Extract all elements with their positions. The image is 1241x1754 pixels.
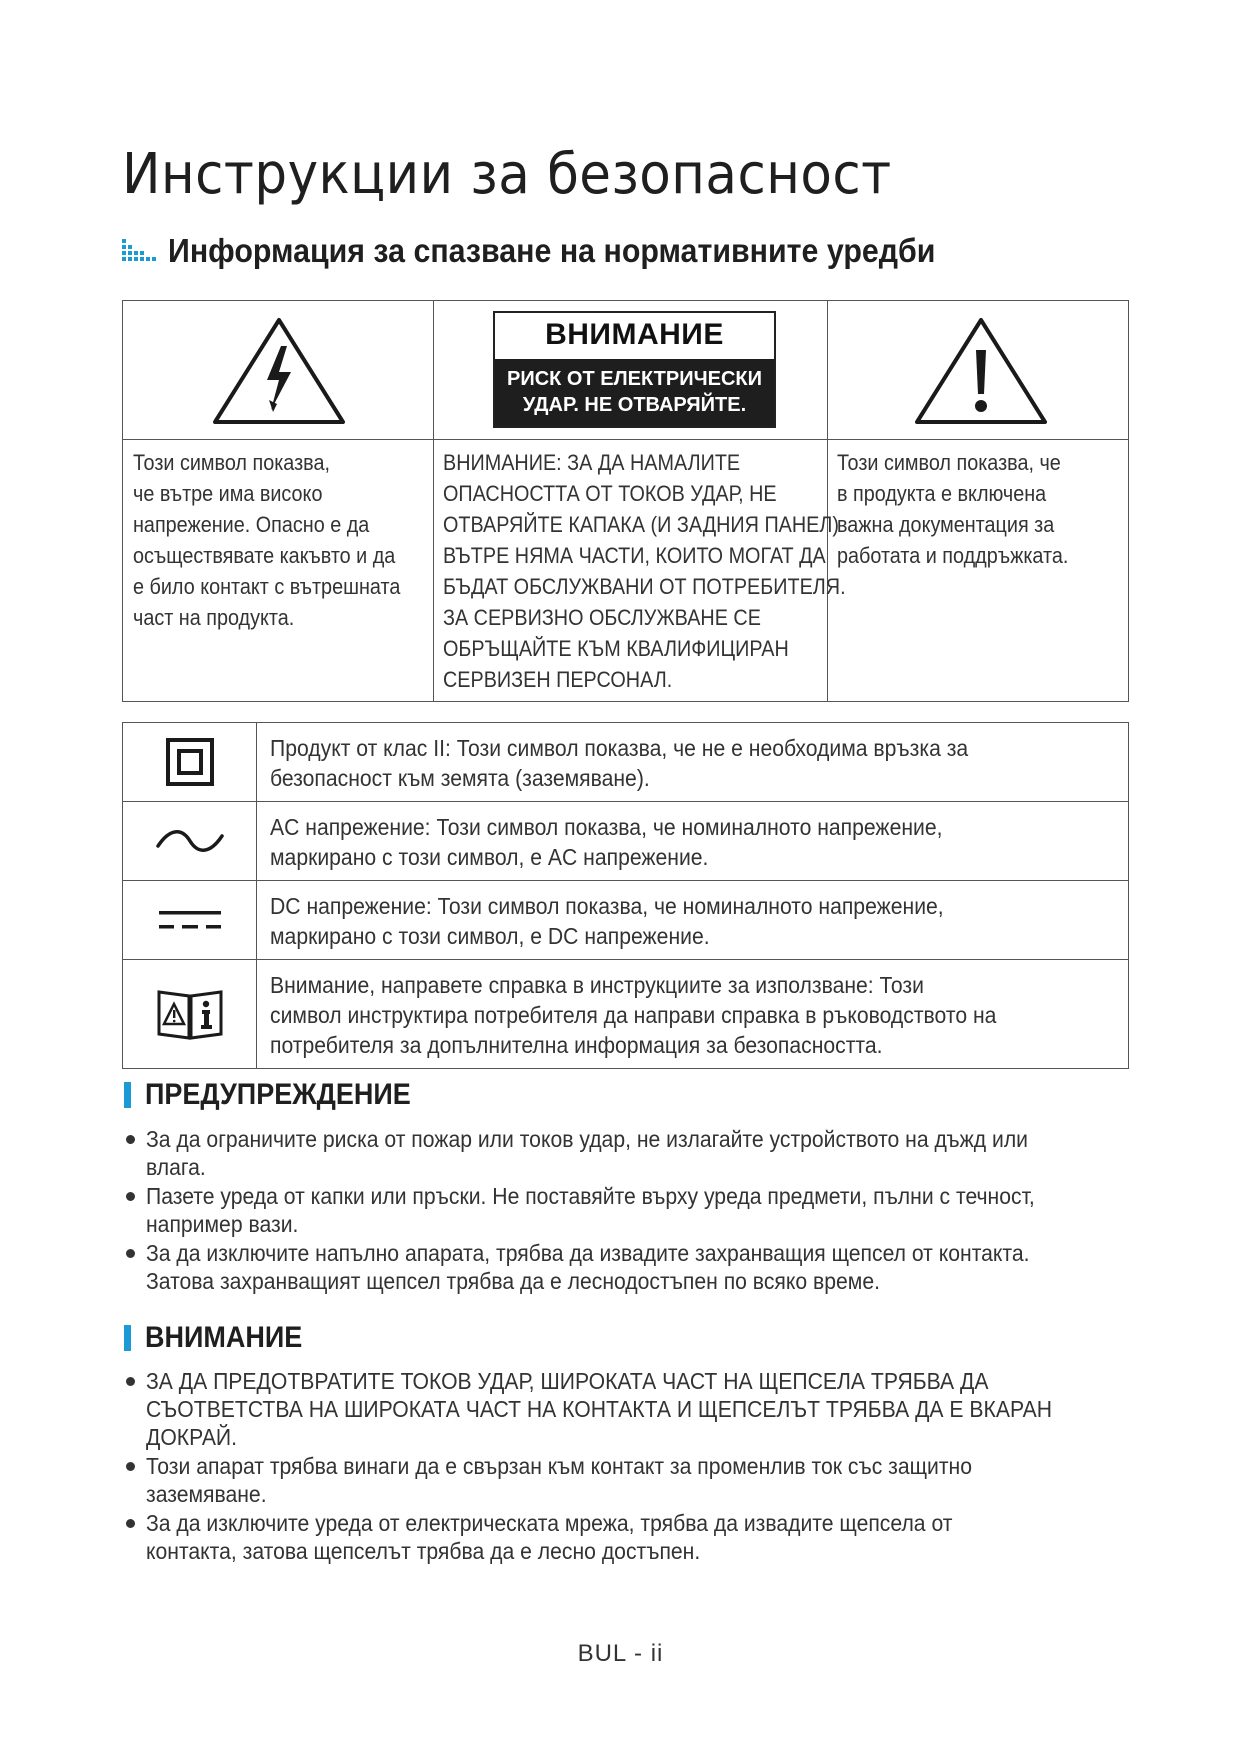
list-item: За да изключите уреда от електрическата мрежа, трябва да извадите щепсела от контакта, затова щепселът трябва да е лесно достъпен. xyxy=(124,1509,1131,1565)
documentation-description: Този символ показва, че в продукта е включена важна документация за работата и поддръжката. xyxy=(837,450,1069,568)
symbol-description: DC напрежение: Този символ показва, че номиналното напрежение, маркирано с този символ, е DC напрежение. xyxy=(270,893,944,949)
symbol-description: Внимание, направете справка в инструкциите за използване: Този символ инструктира потребителя да направи справка в ръководството на потребителя за допълнителна информация за безопасността. xyxy=(270,972,997,1058)
list-item: За да изключите напълно апарата, трябва да извадите захранващия щепсел от контакта. Затова захранващият щепсел трябва да е леснодостъпен по всяко време. xyxy=(124,1239,1112,1295)
bars-icon xyxy=(122,237,156,265)
caution-heading-text: ВНИМАНИЕ xyxy=(145,1321,303,1354)
section-heading-text: Информация за спазване на нормативните уредби xyxy=(168,232,936,269)
symbol-description: AC напрежение: Този символ показва, че номиналното напрежение, маркирано с този символ, е AC напрежение. xyxy=(270,814,943,870)
consult-manual-icon xyxy=(155,986,225,1042)
list-item: Този апарат трябва винаги да е свързан към контакт за променлив ток със защитно заземяване. xyxy=(124,1452,1131,1508)
table-row xyxy=(123,960,1128,1068)
caution-label-title: ВНИМАНИЕ xyxy=(545,318,724,351)
caution-label-subtitle-line: РИСК ОТ ЕЛЕКТРИЧЕСКИ xyxy=(506,368,763,390)
caution-heading xyxy=(124,1321,320,1355)
accent-bar xyxy=(124,1325,131,1351)
caution-label-subtitle xyxy=(495,359,774,426)
class-ii-double-square-icon xyxy=(165,737,215,787)
section-heading xyxy=(122,232,1002,270)
ac-wave-icon xyxy=(154,826,226,856)
accent-bar xyxy=(124,1082,131,1108)
caution-description: ВНИМАНИЕ: ЗА ДА НАМАЛИТЕ ОПАСНОСТТА ОТ ТОКОВ УДАР, НЕ ОТВАРЯЙТЕ КАПАКА (И ЗАДНИЯ ПАНЕЛ) ВЪТРЕ НЯМА ЧАСТИ, КОИТО МОГАТ ДА БЪДАТ ОБСЛУЖВАНИ ОТ ПОТРЕБИТЕЛЯ. ЗА СЕРВИЗНО ОБСЛУЖВАНЕ СЕ ОБРЪЩАЙТЕ КЪМ КВАЛИФИЦИРАН СЕРВИЗЕН ПЕРСОНАЛ. xyxy=(443,450,846,692)
exclamation-triangle-icon xyxy=(913,316,1049,426)
dc-lines-icon xyxy=(157,905,223,935)
page-title: Инструкции за безопасност xyxy=(122,142,892,207)
warning-symbols-table xyxy=(122,300,1129,702)
symbol-description: Продукт от клас II: Този символ показва, че не е необходима връзка за безопасност към земята (заземяване). xyxy=(270,735,969,791)
lightning-triangle-icon xyxy=(211,316,347,426)
warning-heading-text: ПРЕДУПРЕЖДЕНИЕ xyxy=(145,1078,411,1111)
high-voltage-description: Този символ показва, че вътре има високо напрежение. Опасно е да осъществявате какъвто и да е било контакт с вътрешната част на продукта. xyxy=(133,450,401,630)
symbol-table xyxy=(122,722,1129,1069)
table-row xyxy=(123,802,1128,881)
list-item: Пазете уреда от капки или пръски. Не поставяйте върху уреда предмети, пълни с течност, например вази. xyxy=(124,1182,1112,1238)
table-row xyxy=(123,723,1128,802)
caution-label-subtitle-line: УДАР. НЕ ОТВАРЯЙТЕ. xyxy=(522,394,747,416)
warning-heading xyxy=(124,1078,440,1112)
warning-list xyxy=(124,1125,1112,1296)
page-number: BUL - ii xyxy=(577,1640,664,1667)
table-row xyxy=(123,881,1128,960)
caution-label xyxy=(493,311,776,428)
list-item: ЗА ДА ПРЕДОТВРАТИТЕ ТОКОВ УДАР, ШИРОКАТА ЧАСТ НА ЩЕПСЕЛА ТРЯБВА ДА СЪОТВЕТСТВА НА ШИРОКАТА ЧАСТ НА КОНТАКТА И ЩЕПСЕЛЪТ ТРЯБВА ДА Е ВКАРАН ДОКРАЙ. xyxy=(124,1367,1131,1451)
caution-list xyxy=(124,1367,1131,1566)
list-item: За да ограничите риска от пожар или токов удар, не излагайте устройството на дъжд или влага. xyxy=(124,1125,1112,1181)
